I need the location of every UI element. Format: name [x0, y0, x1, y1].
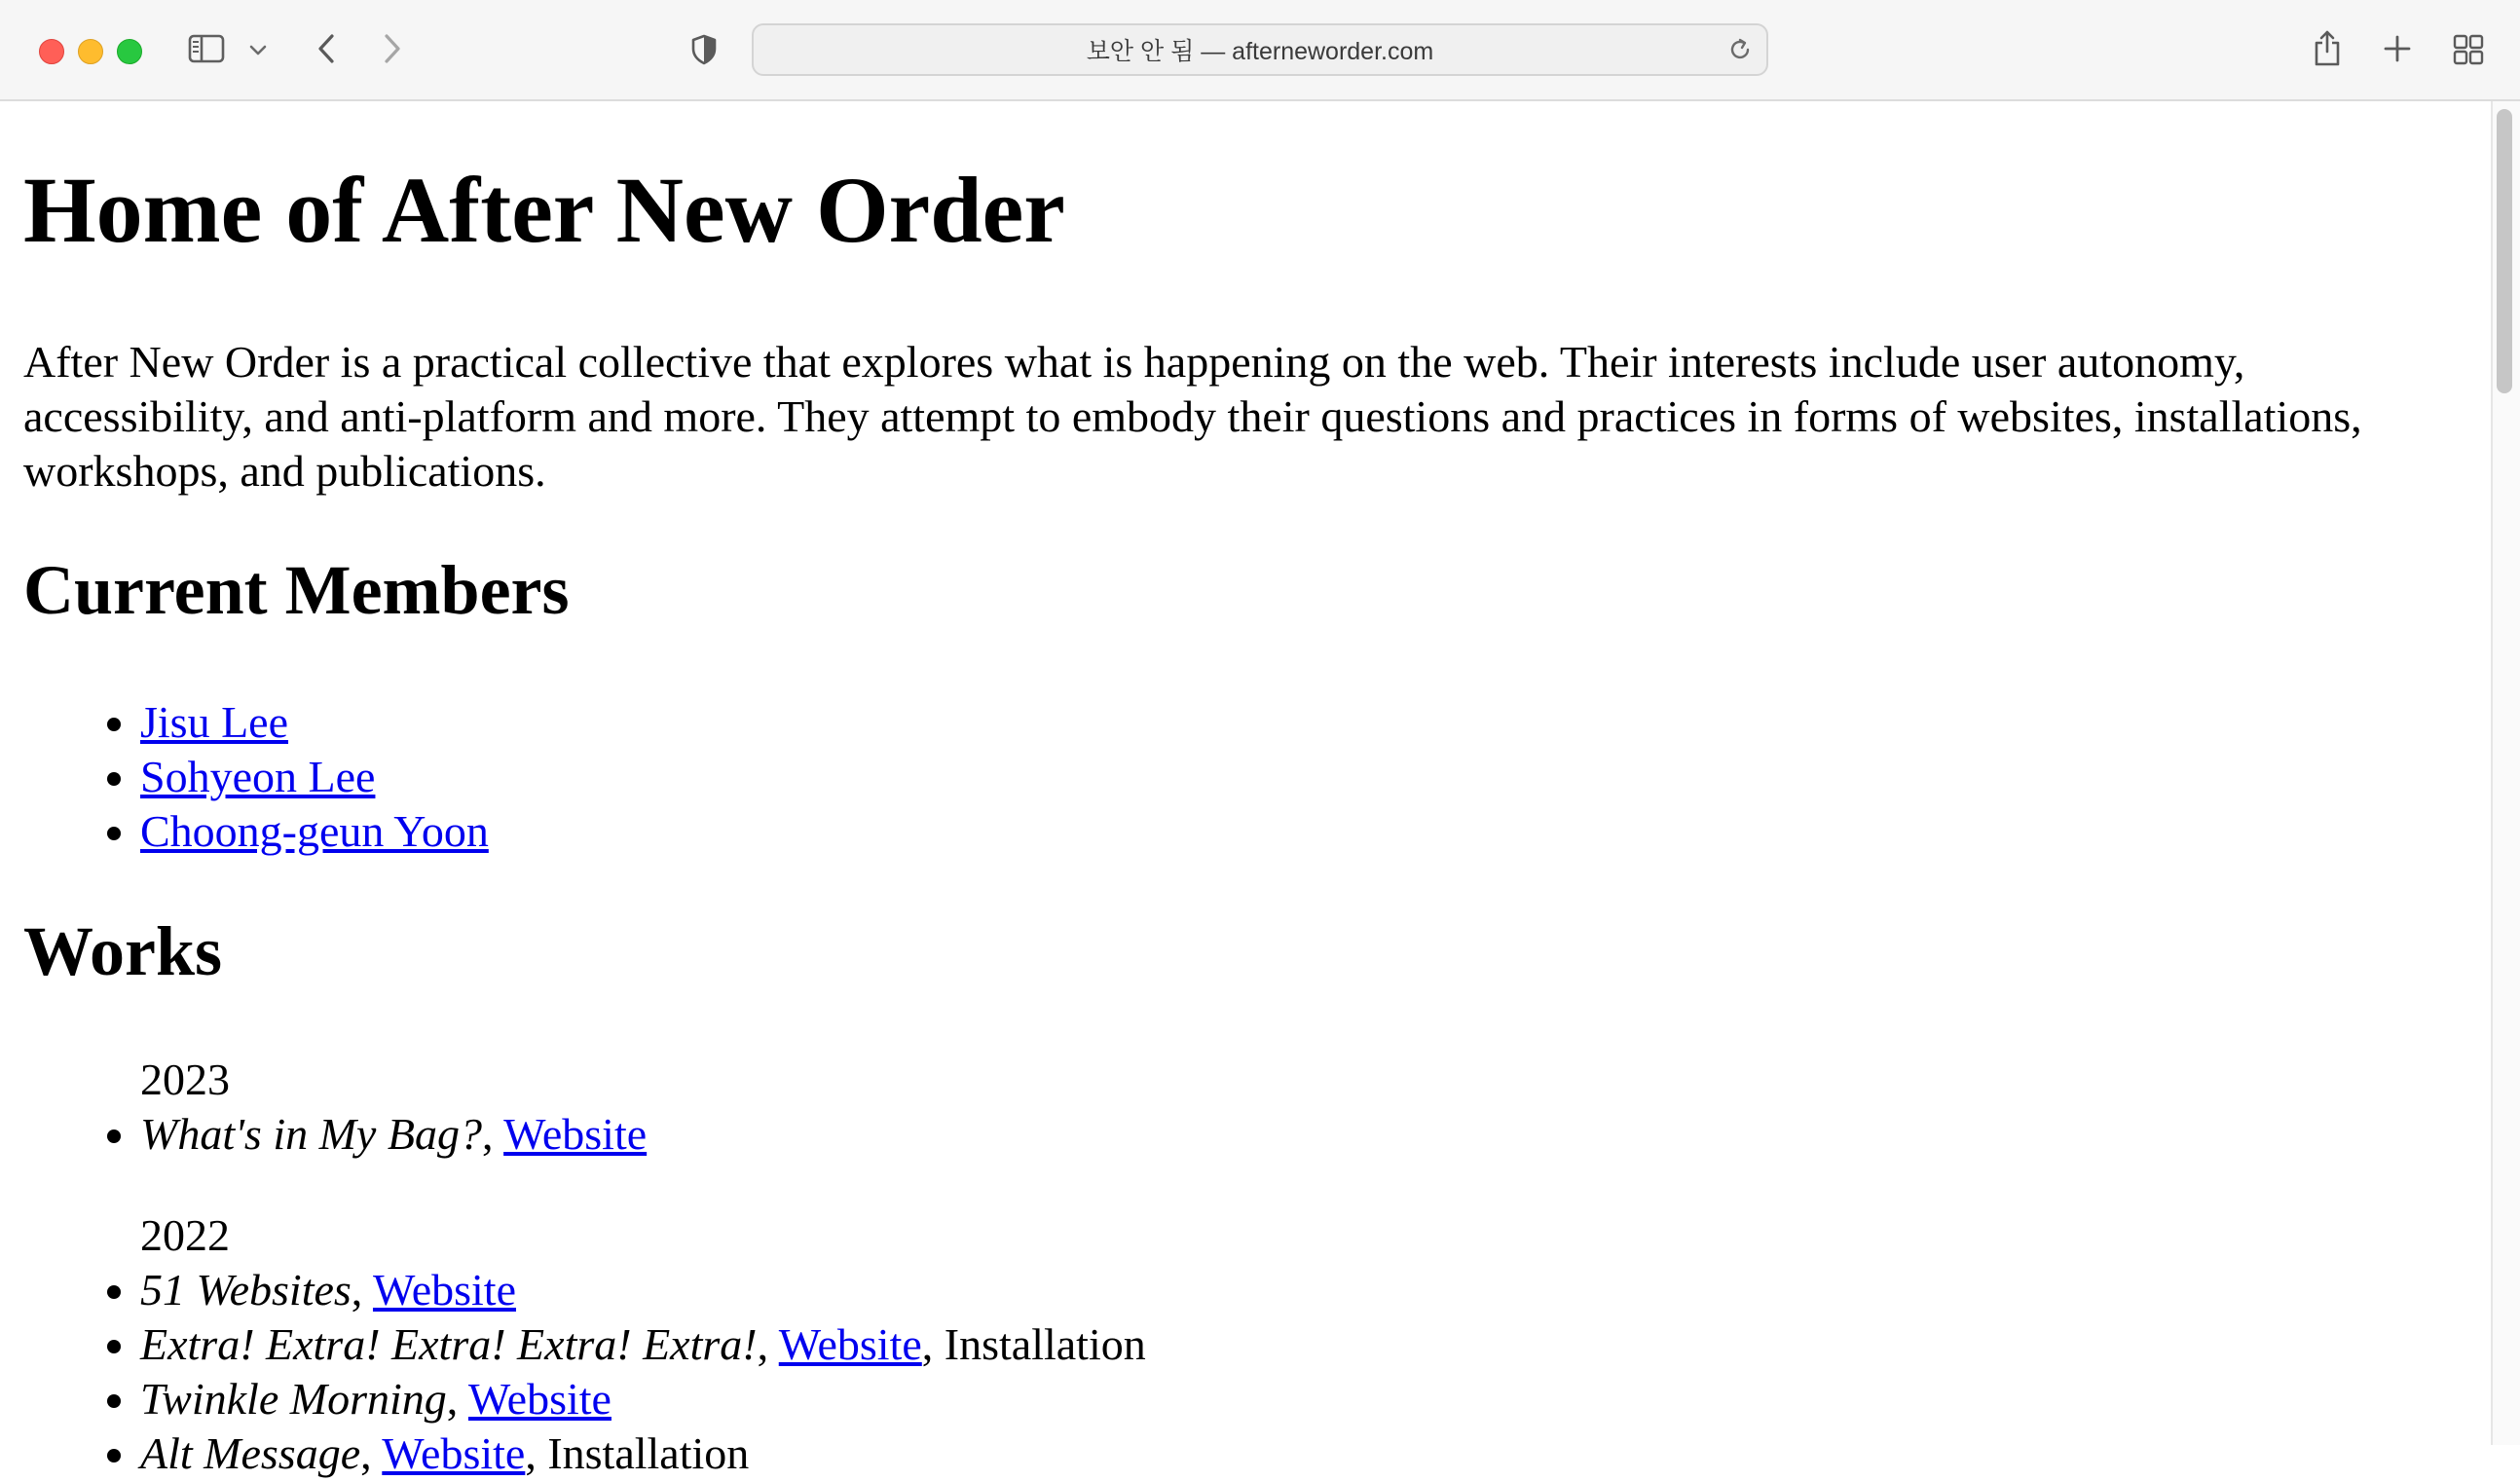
- work-title: Extra! Extra! Extra! Extra! Extra!: [140, 1319, 758, 1369]
- website-link[interactable]: Website: [467, 1374, 611, 1424]
- page-title: Home of After New Order: [23, 158, 1065, 262]
- address-text: 보안 안 됨 — afterneworder.com: [1086, 38, 1434, 65]
- chevron-down-icon[interactable]: [247, 43, 269, 56]
- tab-overview-icon[interactable]: [2452, 33, 2485, 66]
- scrollbar-thumb[interactable]: [2497, 109, 2512, 393]
- chevron-right-icon[interactable]: [380, 31, 405, 66]
- maximize-window-button[interactable]: [117, 39, 142, 64]
- list-item: • Alt Message, Website, Installation: [140, 1426, 1146, 1481]
- website-link[interactable]: Website: [382, 1428, 526, 1478]
- work-title: Twinkle Morning: [140, 1374, 447, 1424]
- works-heading: Works: [23, 912, 223, 990]
- browser-toolbar: [0, 0, 2520, 101]
- list-item: [140, 804, 489, 859]
- list-item: • Extra! Extra! Extra! Extra! Extra!, Website, Installation: [140, 1317, 1146, 1372]
- list-item: • What's in My Bag?, Website: [140, 1107, 1146, 1162]
- website-link[interactable]: Website: [503, 1109, 648, 1159]
- minimize-window-button[interactable]: [78, 39, 103, 64]
- shield-icon[interactable]: [689, 33, 719, 66]
- work-title: 51 Websites: [140, 1265, 352, 1314]
- share-icon[interactable]: [2312, 27, 2343, 68]
- chevron-left-icon[interactable]: [314, 31, 339, 66]
- member-link-sohyeon-lee[interactable]: Sohyeon Lee: [140, 752, 376, 801]
- list-item: • Twinkle Morning, Website: [140, 1372, 1146, 1426]
- work-title: Alt Message: [140, 1428, 361, 1478]
- members-list: [140, 695, 489, 859]
- close-window-button[interactable]: [39, 39, 64, 64]
- year-label: 2023: [140, 1055, 230, 1104]
- member-link-choong-geun-yoon[interactable]: Choong-geun Yoon: [140, 806, 489, 856]
- intro-paragraph: After New Order is a practical collective that explores what is happening on the web. Their interests include user autonomy, accessibility, and anti-platform and more. They attempt to embody their questions and practices in forms of websites, installations, workshops, and publications.: [23, 337, 2362, 496]
- work-type: Installation: [944, 1319, 1146, 1369]
- works-list: [140, 1053, 1146, 1481]
- sidebar-toggle-icon[interactable]: [187, 33, 226, 64]
- member-link-jisu-lee[interactable]: Jisu Lee: [140, 697, 289, 747]
- web-page: [0, 101, 2491, 1478]
- work-title: What's in My Bag?: [140, 1109, 482, 1159]
- website-link[interactable]: Website: [778, 1319, 922, 1369]
- members-heading: Current Members: [23, 551, 570, 629]
- reload-icon[interactable]: [1727, 37, 1753, 67]
- list-item: [140, 695, 489, 750]
- work-type: Installation: [547, 1428, 750, 1478]
- address-bar[interactable]: [752, 23, 1768, 76]
- plus-icon[interactable]: [2382, 33, 2413, 64]
- website-link[interactable]: Website: [372, 1265, 516, 1314]
- list-item: [140, 750, 489, 804]
- list-item: • 51 Websites, Website: [140, 1263, 1146, 1317]
- year-label: 2022: [140, 1210, 230, 1260]
